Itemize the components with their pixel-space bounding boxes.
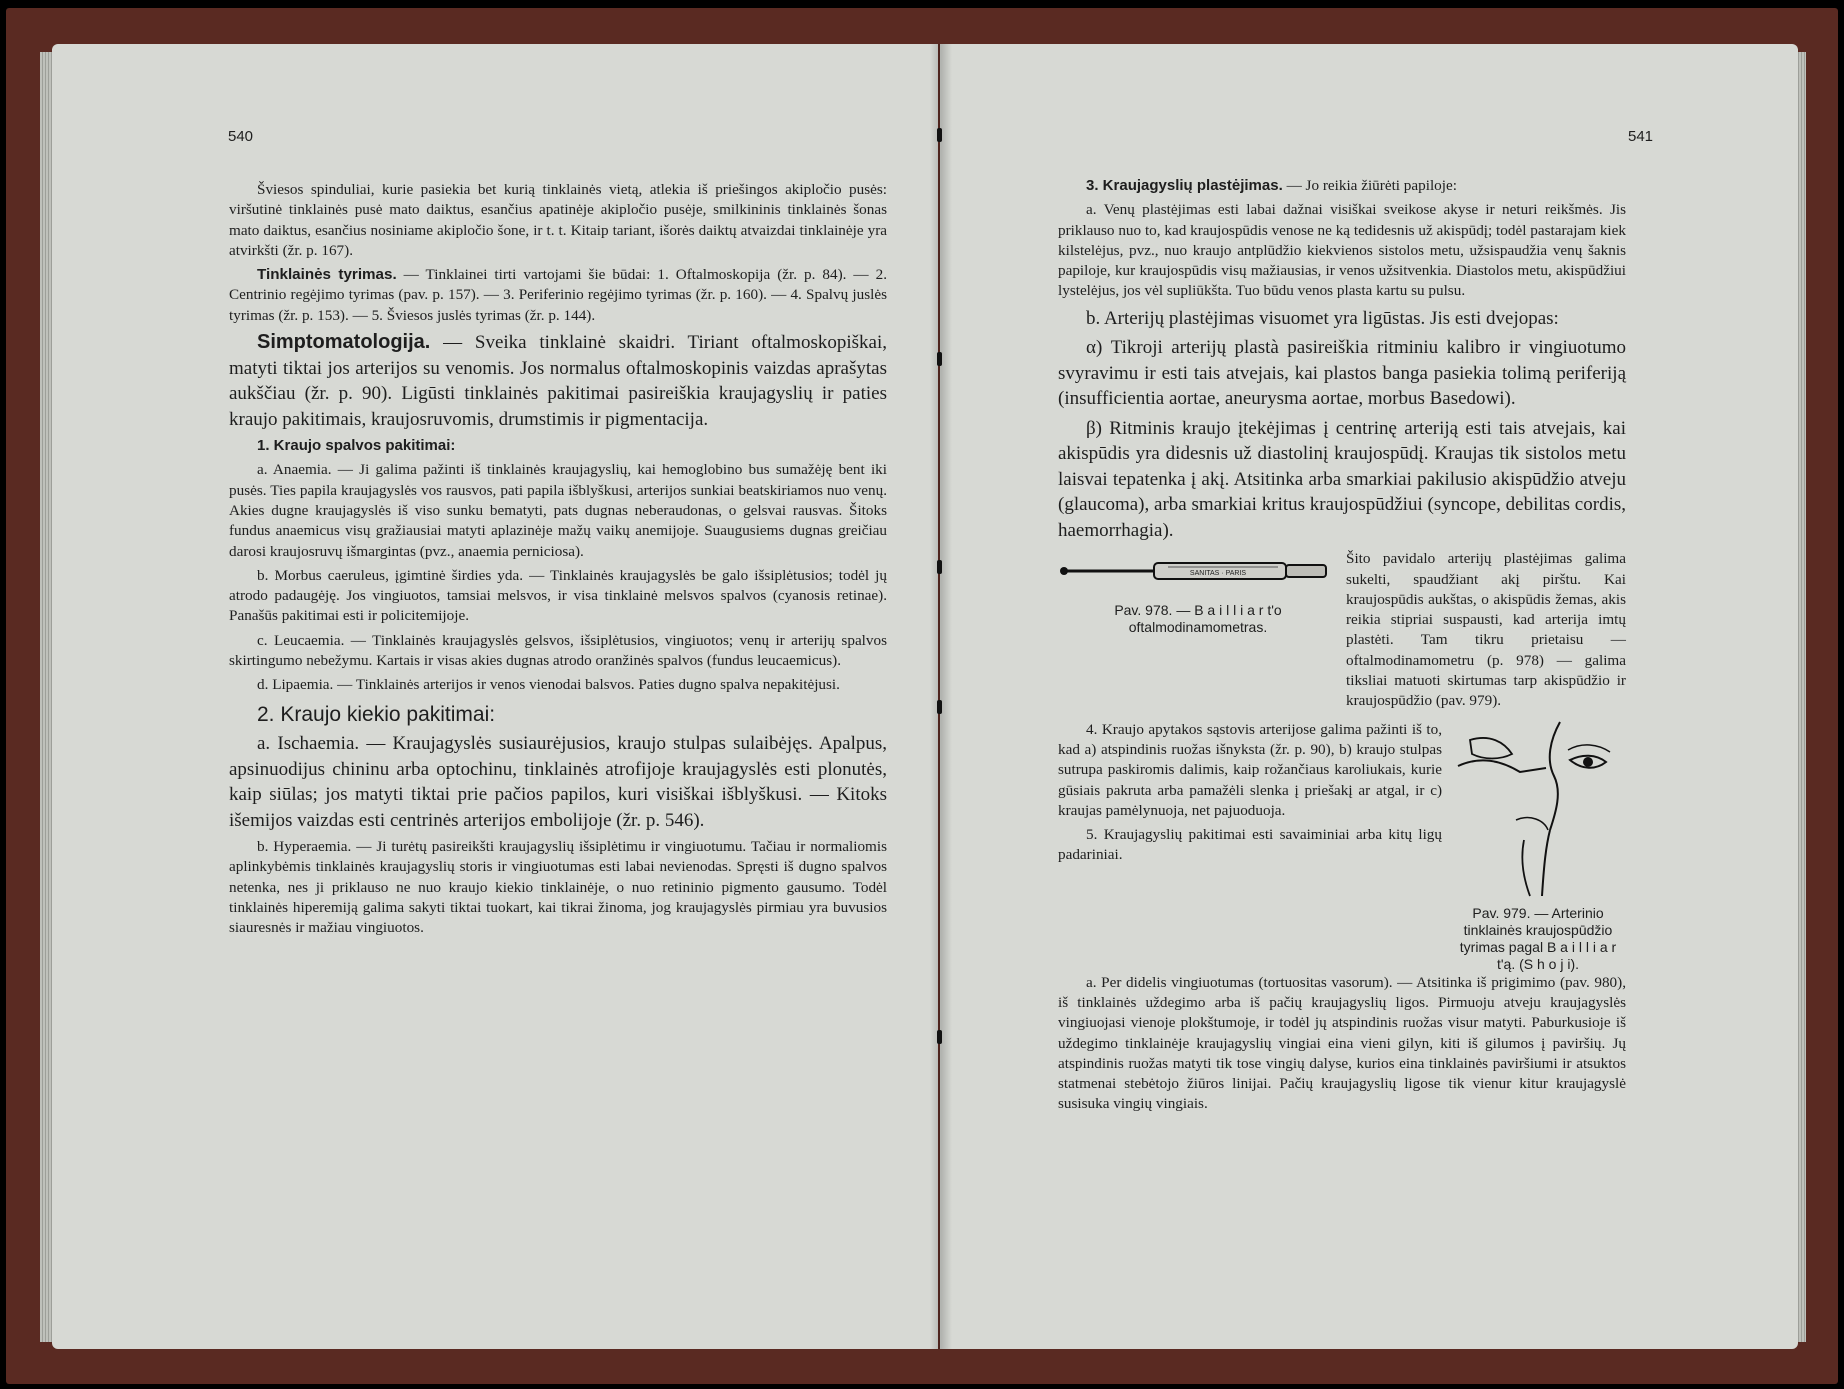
binding-stitch <box>937 700 942 714</box>
left-column <box>229 180 887 943</box>
binding-stitch <box>937 352 942 366</box>
figure-row <box>1058 720 1626 973</box>
paragraph: Šito pavidalo arterijų plastėjimas galima sukelti, spaudžiant akį pirštu. Kai kraujospūdis aukštas, o akispūdis žemas, akis reikia stipriai suspausti, kad arterija imtų plastėti. Tam tikru prietaisu — oftalmodinamometru (p. 978) — galima tiksliai matuoti skirtumas tarp akispūdžio ir kraujospūdžio (pav. 979). <box>1346 550 1626 710</box>
paragraph-heading: Tinklainės tyrimas. <box>257 266 397 284</box>
left-page <box>52 44 938 1349</box>
paragraph-text: — Jo reikia žiūrėti papiloje: <box>1282 177 1457 194</box>
paragraph-text: — Tinklainei tirti vartojami šie būdai: 1. Oftalmoskopija (žr. p. 84). — 2. Centrinio regėjimo tyrimas (pav. p. 157). — 3. Periferinio regėjimo tyrimas (žr. p. 160). — 4. Spalvų juslės tyrimas (žr. p. 153). — 5. Šviesos juslės tyrimas (žr. p. 144). <box>229 266 887 324</box>
paragraph <box>1058 176 1626 196</box>
figure-row <box>1058 549 1626 711</box>
paragraph: a. Ischaemia. — Kraujagyslės susiaurėjusios, kraujo stulpas sulaibėjęs. Apalpus, apsinuodijus chininu arba optochinu, tinklainės atrofijoje kraujagyslės esti plonutės, kaip siūlas; jos matyti tiktai prie pačios papilos, kuri visiškai išblyškusi. — Kitoks išemijos vaizdas esti centrinės arterijos embolijoje (žr. p. 546). <box>229 733 887 831</box>
paragraph: a. Per didelis vingiuotumas (tortuositas vasorum). — Atsitinka iš prigimimo (pav. 980), iš tinklainės uždegimo arba iš pačių kraujagyslių ligos. Pirmuoju atveju kraujagyslės vingiuojasi vienoje plokštumoje, ir todėl jų atspindinis ruožas visur matyti. Paburkusioje iš uždegimo tinklainėje kraujagyslių vingiai eina vieni gilyn, kiti iš gilumos į paviršių. Jų atspindinis ruožas matyti tik tose vingių dalyse, kurios eina tinklainės paviršiumi ir atsuktos statmenai stebėtojo žiūros linijai. Pačių kraujagyslių ligose tik vienur kitur kraujagyslė susisuka vingių vingiais. <box>1058 973 1626 1113</box>
paragraph: a. Venų plastėjimas esti labai dažnai visiškai sveikose akyse ir neturi reikšmės. Jis priklauso nuo to, kad kraujospūdis venose ne ką tedidesnis už akispūdį; todėl pastarajam kiek kilstelėjus, pvz., nuo kraujo antplūdžio kiekvienos sistolos metu, užsispaudžia venų šaknis papiloje, kur kraujospūdis visų mažiausias, ir venos užsitvenkia. Diastolos metu, akispūdžiui lystelėjus, jos vėl supliūkšta. Tuo būdu venos plasta kartu su pulsu. <box>1058 201 1626 300</box>
paragraph: b. Hyperaemia. — Ji turėtų pasireikšti kraujagyslių išsiplėtimu ir vingiuotumu. Tačiau ir normaliomis aplinkybėmis tinklainės kraujagyslių storis ir vingiuotumas esti labai nevienodas. Spręsti iš dugno spalvos netenka, nes ji priklauso ne nuo kraujo kiekio tinklainėje, o nuo retininio pigmento gausumo. Todėl tinklainės hiperemiją galima sakyti tiktai tuokart, kai tikrai žinoma, jog kraujagyslės pirmiau yra buvusios siauresnės ir mažiau vingiuotos. <box>229 838 887 937</box>
paragraph-text: — Sveika tinklainė skaidri. Tiriant oftalmoskopiškai, matyti tiktai jos arterijos su venomis. Jos normalus oftalmoskopinis vaizdas aprašytas aukščiau (žr. p. 90). Ligūsti tinklainės pakitimai pasireiškia kraujagyslių ir paties kraujo pakitimais, kraujosruvomis, drumstimis ir pigmentacija. <box>229 332 887 430</box>
figure-978 <box>1058 549 1338 636</box>
figure-caption: Pav. 978. — B a i l l i a r t'o oftalmodinamometras. <box>1114 602 1282 636</box>
text-block <box>1058 720 1442 870</box>
subsection-heading: 2. Kraujo kiekio pakitimai: <box>257 702 496 726</box>
paragraph: Šviesos spinduliai, kurie pasiekia bet kurią tinklainės vietą, atlekia iš priešingos akipločio pusės: viršutinė tinklainės pusė mato daiktus, esančius apatinėje akipločio pusėje, smilkininis tinklainės šonas mato daiktus, esančius nosiniame akipločio šone, ir t. t. Kitaip tariant, išorės daiktų atvaizdai tinklainėje yra atvirkšti (žr. p. 167). <box>229 181 887 259</box>
paragraph <box>229 265 887 326</box>
section-heading: Simptomatologija. <box>257 331 431 354</box>
ophthalmodynamometer-illustration <box>1058 549 1338 593</box>
examination-illustration <box>1450 720 1626 900</box>
paragraph: b. Morbus caeruleus, įgimtinė širdies yda. — Tinklainės kraujagyslės be galo išsiplėtusios; todėl jų atrodo padaugėję. Jos vingiuotos, tamsiai melsvos, ir visa tinklainė melsvos spalvos (cyanosis retinae). Panašūs pakitimai esti ir policitemijoje. <box>229 566 887 625</box>
figure-caption: Pav. 979. — Arterinio tinklainės kraujospūdžio tyrimas pagal B a i l l i a r t'ą. (S h o j i). <box>1459 904 1617 972</box>
paragraph <box>229 330 887 432</box>
subsection-heading: 1. Kraujo spalvos pakitimai: <box>257 437 456 455</box>
binding-stitch <box>937 1030 942 1044</box>
binding-stitch <box>937 560 942 574</box>
page-number: 541 <box>1628 128 1654 145</box>
paragraph: β) Ritminis kraujo įtekėjimas į centrinę arteriją esti tais atvejais, kai akispūdis yra didesnis už diastolinį kraujospūdį. Kraujas tik sistolos metu laisvai tepatenka į akį. Atsitinka arba smarkiai pakilusio akispūdžio atveju (glaucoma), arba smarkiai kritus kraujospūdžiui (syncope, debilitas cordis, haemorrhagia). <box>1058 417 1626 541</box>
figure-979 <box>1450 720 1626 973</box>
paragraph: α) Tikroji arterijų plastà pasireiškia ritminiu kalibro ir vingiuotumo svyravimu ir esti tais atvejais, kai plastos banga pasiekia tolimą periferiją (insufficientia aortae, aneurysma aortae, morbus Basedowi). <box>1058 337 1626 410</box>
paragraph: a. Anaemia. — Ji galima pažinti iš tinklainės kraujagyslių, kai hemoglobino bus sumažėję bent iki pusės. Ties papila kraujagyslės vos rausvos, pati papila išblyškusi, arterijos sunkiai beatskiriamos nuo venų. Akies dugne kraujagyslės iš viso sunku bematyti, pats dugnas neberaudonas, o gelsvai rausvas. Šitoks fundus anaemicus visų gražiausiai matyti aplazinėje mažų vaikų anemijoje. Suaugusiems dugnas greičiau darosi kraujosruvų išmargintas (pvz., anaemia perniciosa). <box>229 461 887 560</box>
paragraph: b. Arterijų plastėjimas visuomet yra ligūstas. Jis esti dvejopas: <box>1086 307 1559 329</box>
paragraph: c. Leucaemia. — Tinklainės kraujagyslės gelsvos, išsiplėtusios, vingiuotos; venų ir arterijų spalvos skirtingumo nebežymu. Kartais ir visas akies dugnas atrodo oranžinės spalvos (fundus leucaemicus). <box>229 631 887 670</box>
paragraph: 4. Kraujo apytakos sąstovis arterijose galima pažinti iš to, kad a) atspindinis ruožas išnyksta (žr. p. 90), b) kraujo stulpas sutrupa paskiromis dalimis, kaip rožančiaus karoliukais, kurie gūsiais pakruta arba pamažėli slenka į priešakį ar atgal, ir c) kraujas pamėlynuoja, net pajuoduoja. <box>1058 720 1442 819</box>
instrument-label: SANITAS · PARIS <box>1189 570 1247 578</box>
page-number: 540 <box>228 128 254 145</box>
right-column <box>1058 176 1626 1119</box>
right-page <box>940 44 1798 1349</box>
book-gutter <box>930 44 952 1349</box>
subsection-heading: 3. Kraujagyslių plastėjimas. <box>1086 177 1283 194</box>
paragraph: d. Lipaemia. — Tinklainės arterijos ir venos vienodai balsvos. Paties dugno spalva nepakitėjusi. <box>257 676 840 694</box>
binding-stitch <box>937 128 942 142</box>
paragraph: 5. Kraujagyslių pakitimai esti savaiminiai arba kitų ligų padariniai. <box>1058 826 1442 864</box>
